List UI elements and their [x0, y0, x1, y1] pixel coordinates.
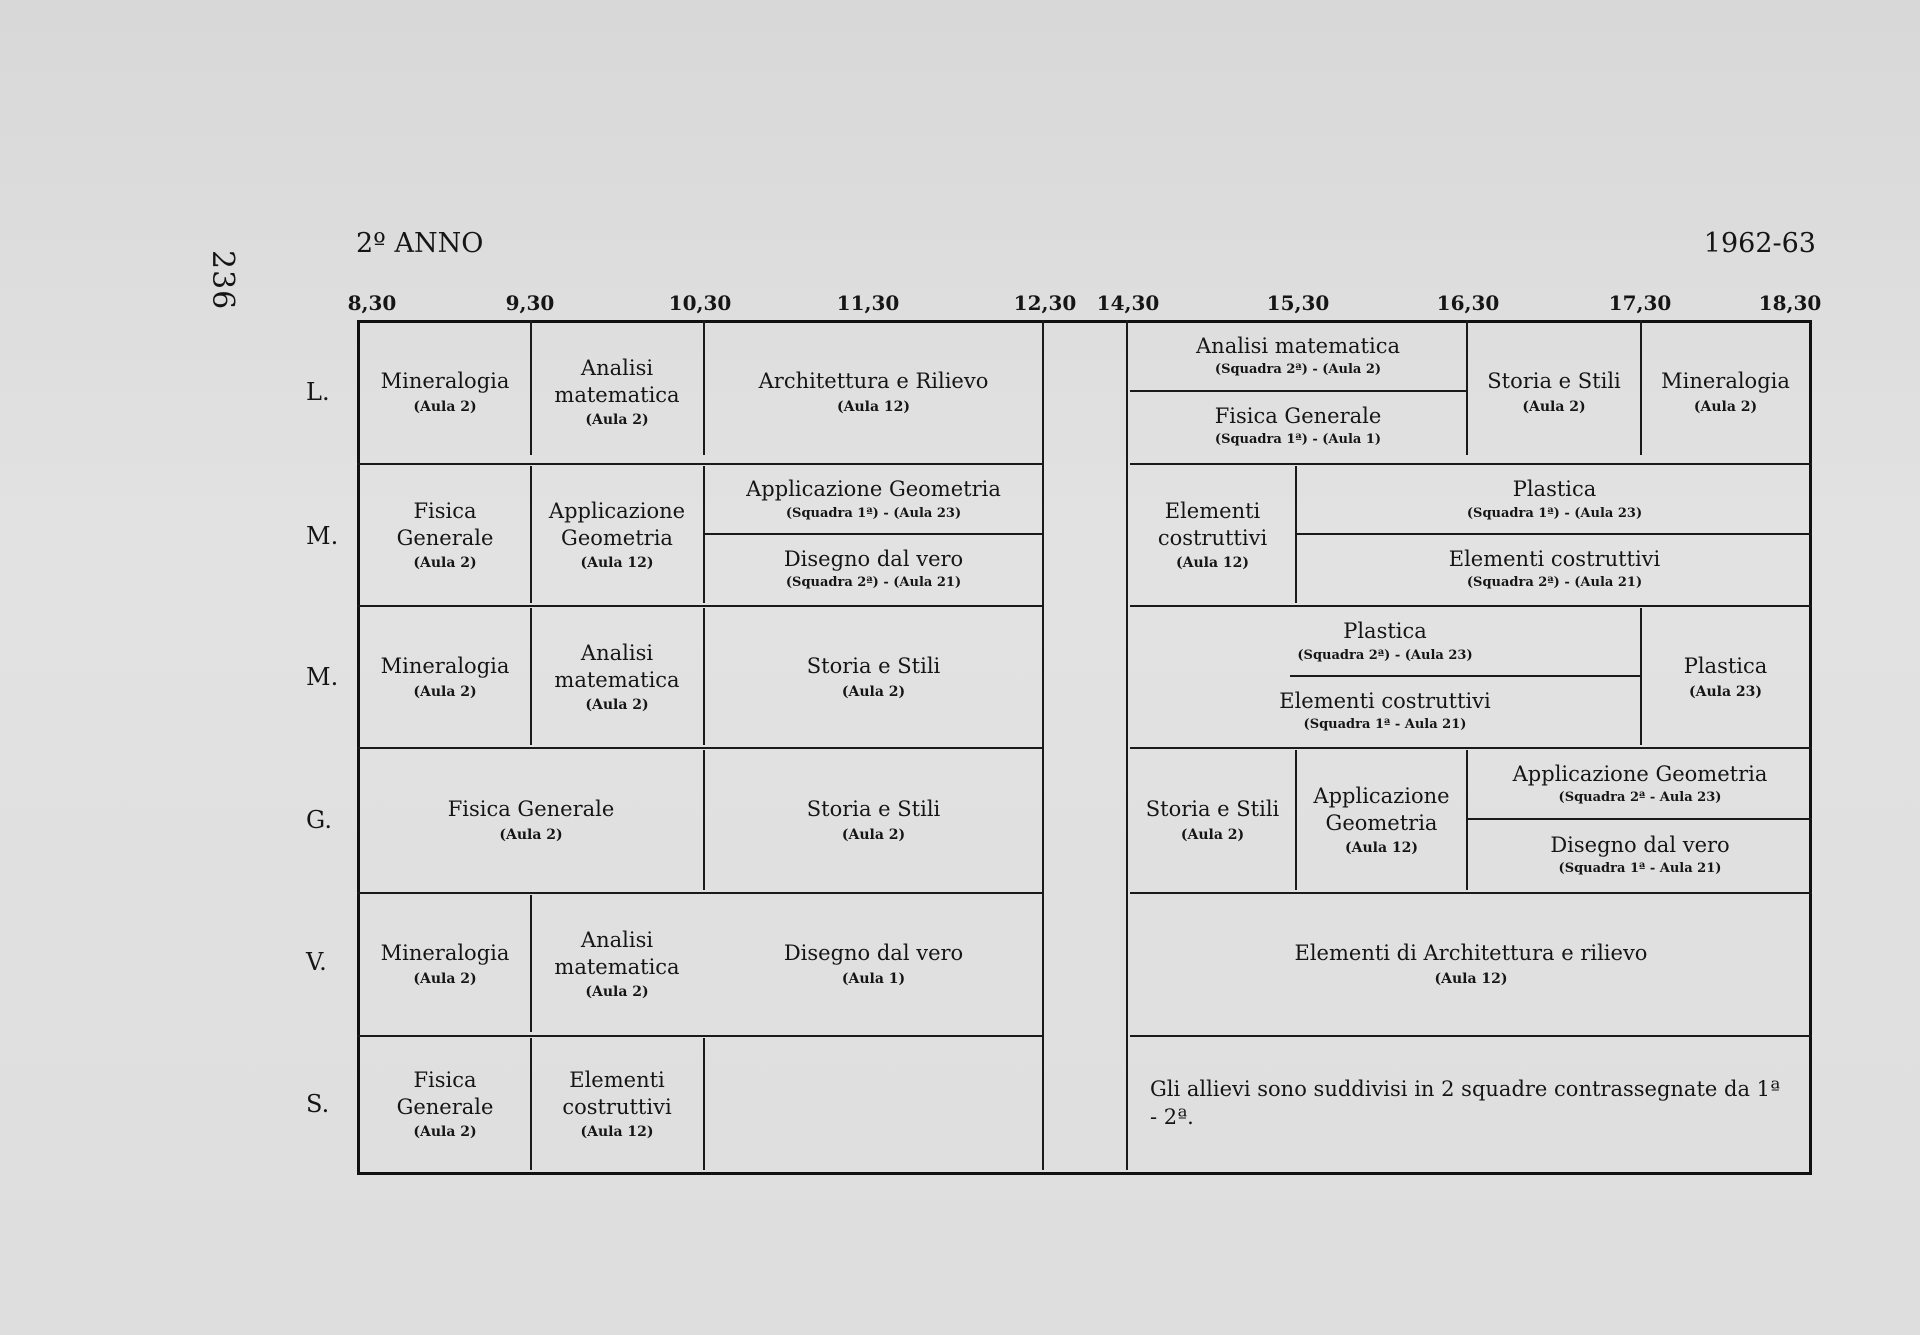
- cell-mer-storia: Storia e Stili (Aula 2): [806, 654, 941, 700]
- cell-lun-fisica-squadra: Fisica Generale (Squadra 1ª) - (Aula 1): [1214, 403, 1382, 448]
- cell-mar-applicazione-squadra: Applicazione Geometria (Squadra 1ª) - (Aula 23): [746, 477, 1001, 521]
- cell-mar-plastica-squadra: Plastica (Squadra 1ª) - (Aula 23): [1466, 477, 1643, 521]
- lunch-divider: [1042, 320, 1044, 1170]
- cell-ven-elementi-architettura: Elementi di Architettura e rilievo (Aula 12): [1294, 941, 1648, 987]
- cell-gio-disegno-squadra: Disegno dal vero (Squadra 1ª - Aula 21): [1550, 832, 1730, 877]
- time-5: 14,30: [1096, 291, 1160, 315]
- row-divider: [1130, 892, 1812, 894]
- cell-mar-fisica: Fisica Generale (Aula 2): [396, 498, 494, 572]
- row-divider: [357, 892, 1042, 894]
- row-divider: [1130, 463, 1812, 465]
- time-4: 12,30: [1013, 291, 1077, 315]
- lunch-divider: [1126, 320, 1128, 1170]
- cell-ven-analisi: Analisi matematica (Aula 2): [554, 927, 680, 1001]
- cell-mar-elementi-squadra: Elementi costruttivi (Squadra 2ª) - (Aula 21): [1448, 546, 1661, 591]
- cell-lun-mineralogia: Mineralogia (Aula 2): [380, 369, 510, 415]
- day-venerdi: V.: [306, 948, 327, 976]
- row-divider: [1130, 605, 1812, 607]
- cell-lun-analisi: Analisi matematica (Aula 2): [554, 355, 680, 429]
- cell-gio-storia-pm: Storia e Stili (Aula 2): [1145, 797, 1280, 843]
- school-year: 1962-63: [1703, 228, 1816, 259]
- row-divider: [1130, 747, 1812, 749]
- time-2: 10,30: [668, 291, 732, 315]
- row-divider: [357, 747, 1042, 749]
- day-martedi: M.: [306, 522, 339, 550]
- cell-ven-mineralogia: Mineralogia (Aula 2): [380, 941, 510, 987]
- cell-mar-disegno-squadra: Disegno dal vero (Squadra 2ª) - (Aula 21): [783, 546, 964, 591]
- time-3: 11,30: [836, 291, 900, 315]
- footnote-squadre: Gli allievi sono suddivisi in 2 squadre contrassegnate da 1ª - 2ª.: [1150, 1077, 1780, 1130]
- row-divider: [1130, 1035, 1812, 1037]
- time-0: 8,30: [347, 291, 397, 315]
- day-lunedi: L.: [306, 378, 330, 406]
- cell-mer-mineralogia: Mineralogia (Aula 2): [380, 654, 510, 700]
- cell-mer-elementi-squadra: Elementi costruttivi (Squadra 1ª - Aula 21): [1279, 688, 1491, 733]
- cell-mar-applicazione: Applicazione Geometria (Aula 12): [548, 498, 686, 572]
- col-divider: [703, 1038, 705, 1170]
- day-giovedi: G.: [306, 806, 332, 834]
- time-6: 15,30: [1266, 291, 1330, 315]
- cell-lun-mineralogia-pm: Mineralogia (Aula 2): [1661, 369, 1790, 415]
- cell-mer-plastica-squadra: Plastica (Squadra 2ª) - (Aula 23): [1297, 619, 1473, 663]
- cell-sab-elementi: Elementi costruttivi (Aula 12): [562, 1067, 672, 1141]
- page-number: 236: [205, 250, 240, 311]
- cell-lun-storia: Storia e Stili (Aula 2): [1487, 369, 1621, 415]
- row-divider: [357, 1035, 1042, 1037]
- cell-mer-analisi: Analisi matematica (Aula 2): [554, 640, 680, 714]
- cell-mer-plastica: Plastica (Aula 23): [1683, 654, 1768, 700]
- time-8: 17,30: [1608, 291, 1672, 315]
- cell-gio-fisica: Fisica Generale (Aula 2): [447, 797, 615, 843]
- time-1: 9,30: [505, 291, 555, 315]
- cell-sab-fisica: Fisica Generale (Aula 2): [396, 1067, 494, 1141]
- cell-mar-elementi: Elementi costruttivi (Aula 12): [1157, 498, 1268, 572]
- time-9: 18,30: [1758, 291, 1822, 315]
- cell-ven-disegno: Disegno dal vero (Aula 1): [783, 941, 964, 987]
- time-7: 16,30: [1436, 291, 1500, 315]
- page-title: 2º ANNO: [356, 228, 484, 259]
- cell-lun-architettura: Architettura e Rilievo (Aula 12): [758, 369, 989, 415]
- row-divider: [357, 463, 1042, 465]
- cell-gio-applicazione: Applicazione Geometria (Aula 12): [1313, 783, 1450, 857]
- day-sabato: S.: [306, 1090, 330, 1118]
- cell-lun-analisi-squadra: Analisi matematica (Squadra 2ª) - (Aula 2): [1196, 333, 1400, 378]
- row-divider: [357, 605, 1042, 607]
- day-mercoledi: M.: [306, 663, 339, 691]
- cell-gio-storia: Storia e Stili (Aula 2): [806, 797, 941, 843]
- cell-gio-applicazione-squadra: Applicazione Geometria (Squadra 2ª - Aula 23): [1512, 761, 1768, 806]
